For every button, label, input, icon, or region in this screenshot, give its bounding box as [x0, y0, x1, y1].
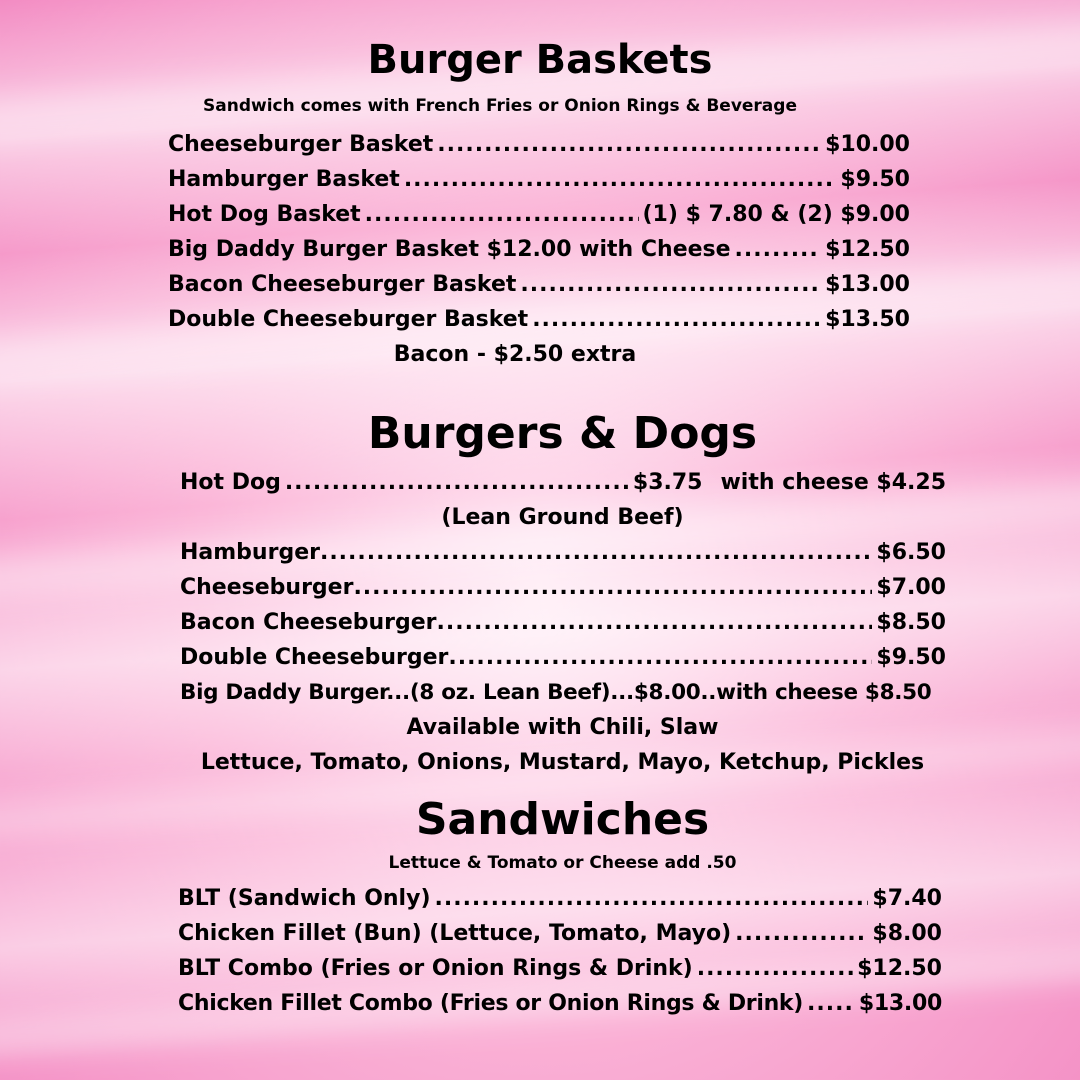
- item-price: $13.50: [825, 307, 910, 332]
- item-name: Hot Dog Basket: [168, 202, 361, 227]
- item-name: Cheeseburger: [180, 575, 354, 600]
- toppings-line-1: Available with Chili, Slaw: [406, 715, 719, 740]
- leader-dots: [520, 274, 821, 296]
- item-price: $13.00: [825, 272, 910, 297]
- menu-item: [178, 923, 942, 945]
- lean-beef-note: (Lean Ground Beef): [441, 505, 684, 530]
- section-title-burger-baskets: Burger Baskets: [367, 37, 713, 83]
- menu-item: [180, 612, 946, 634]
- baskets-subtitle: Sandwich comes with French Fries or Onion Rings & Beverage: [203, 96, 797, 116]
- menu-item: [168, 239, 910, 261]
- menu-item: [178, 993, 942, 1015]
- item-name: Double Cheeseburger Basket: [168, 307, 529, 332]
- section-title-burgers-dogs: Burgers & Dogs: [367, 408, 758, 459]
- big-daddy-burger-line: Big Daddy Burger...(8 oz. Lean Beef)...$8.00..with cheese $8.50: [180, 680, 932, 705]
- item-name: Hamburger: [180, 540, 320, 565]
- leader-dots: [697, 958, 853, 980]
- menu-item: [178, 958, 942, 980]
- sandwiches-subtitle: Lettuce & Tomato or Cheese add .50: [388, 853, 737, 873]
- item-price: $12.50: [857, 956, 942, 981]
- item-name: Hamburger Basket: [168, 167, 400, 192]
- item-price: $6.50: [876, 540, 946, 565]
- item-price: $9.50: [876, 645, 946, 670]
- menu-item: [168, 274, 910, 296]
- item-price: $10.00: [825, 132, 910, 157]
- item-price: $3.75: [632, 470, 703, 495]
- leader-dots: [735, 923, 868, 945]
- item-name: Big Daddy Burger Basket $12.00 with Cheese: [168, 237, 731, 262]
- menu-item-hot-dog: [180, 472, 946, 494]
- leader-dots: [532, 309, 821, 331]
- item-name: Chicken Fillet (Bun) (Lettuce, Tomato, Mayo): [178, 921, 732, 946]
- item-price: (1) $ 7.80 & (2) $9.00: [642, 202, 910, 227]
- item-name: BLT (Sandwich Only): [178, 886, 431, 911]
- item-extra-price: with cheese $4.25: [720, 470, 946, 495]
- item-name: Bacon Cheeseburger: [180, 610, 437, 635]
- item-name: Double Cheeseburger: [180, 645, 449, 670]
- item-name: BLT Combo (Fries or Onion Rings & Drink): [178, 956, 693, 981]
- menu-item: [180, 577, 946, 599]
- leader-dots: [320, 542, 872, 564]
- item-name: Bacon Cheeseburger Basket: [168, 272, 517, 297]
- item-price: $7.40: [872, 886, 942, 911]
- leader-dots: [437, 134, 821, 156]
- leader-dots: [807, 993, 855, 1015]
- leader-dots: [353, 577, 872, 599]
- item-price: $8.50: [876, 610, 946, 635]
- leader-dots: [404, 169, 837, 191]
- bacon-extra-note: Bacon - $2.50 extra: [393, 342, 637, 367]
- leader-dots: [448, 647, 872, 669]
- section-title-sandwiches: Sandwiches: [415, 794, 710, 845]
- menu-item: [180, 542, 946, 564]
- menu-item: [168, 169, 910, 191]
- menu-item: [168, 134, 910, 156]
- item-price: $7.00: [876, 575, 946, 600]
- item-price: $12.50: [825, 237, 910, 262]
- leader-dots: [437, 612, 873, 634]
- item-name: Cheeseburger Basket: [168, 132, 434, 157]
- leader-dots: [365, 204, 639, 226]
- menu-item: [180, 647, 946, 669]
- leader-dots: [435, 888, 869, 910]
- item-price: $9.50: [840, 167, 910, 192]
- leader-dots: [735, 239, 822, 261]
- item-price: $8.00: [872, 921, 942, 946]
- menu-item: [168, 309, 910, 331]
- toppings-line-2: Lettuce, Tomato, Onions, Mustard, Mayo, Ketchup, Pickles: [200, 750, 925, 775]
- menu-item: [178, 888, 942, 910]
- item-name: Hot Dog: [180, 470, 281, 495]
- item-name: Chicken Fillet Combo (Fries or Onion Rings & Drink): [178, 991, 804, 1016]
- item-price: $13.00: [858, 991, 942, 1016]
- menu-item: [168, 204, 910, 226]
- leader-dots: [285, 472, 629, 494]
